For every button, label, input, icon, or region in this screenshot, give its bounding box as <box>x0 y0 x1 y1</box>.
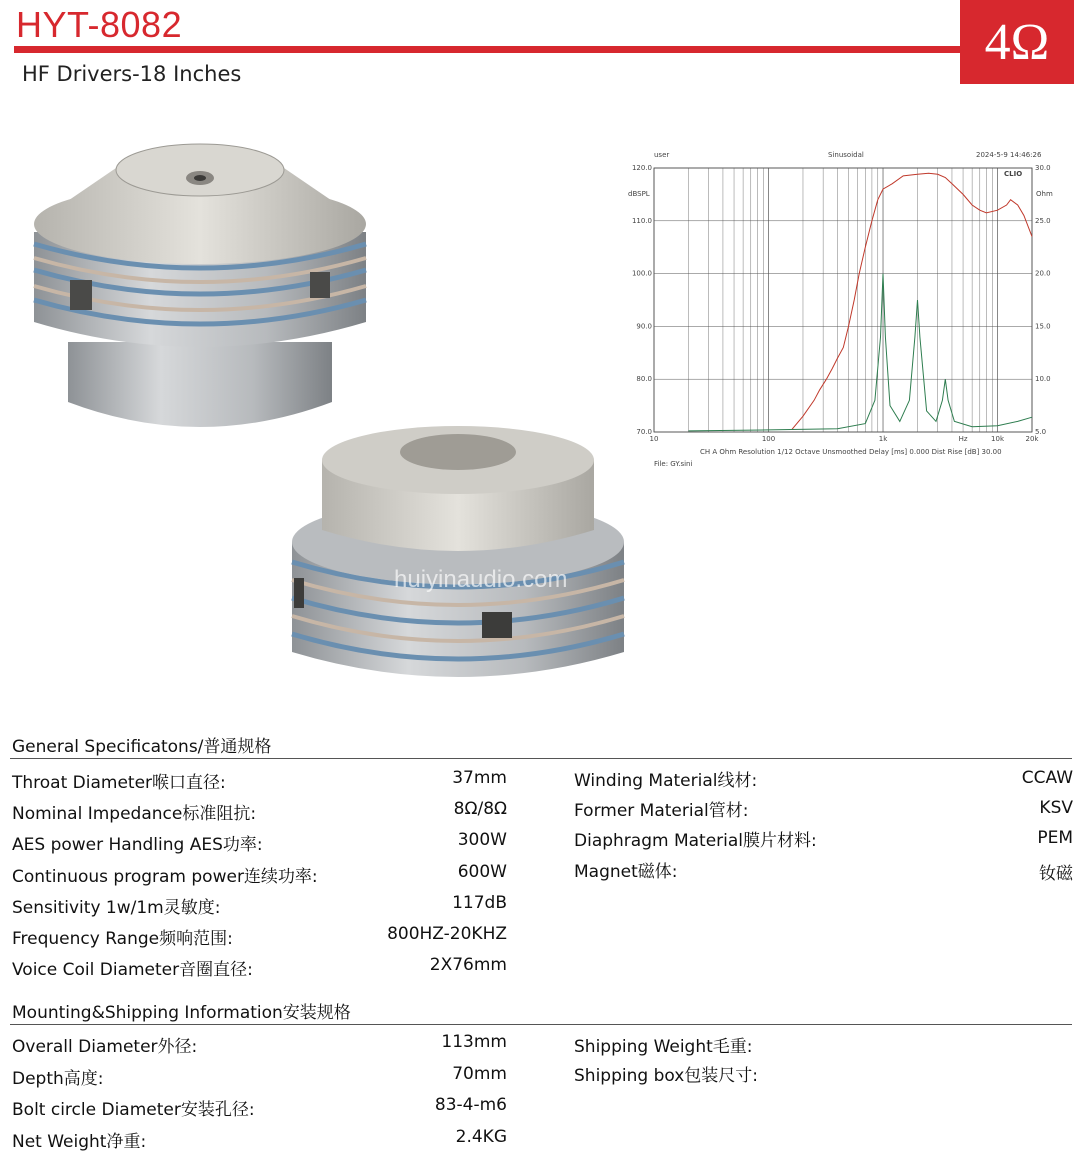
spec-label: Depth高度: <box>12 1068 104 1089</box>
y-left-tick: 110.0 <box>631 216 652 225</box>
product-title: HYT-8082 <box>16 4 183 45</box>
y-left-tick: 70.0 <box>636 428 652 436</box>
spec-value: 83-4-m6 <box>434 1095 507 1115</box>
general-spec-divider <box>10 758 1072 759</box>
y-left-tick: 90.0 <box>636 322 652 331</box>
spec-label: Continuous program power连续功率: <box>12 866 318 887</box>
spec-label: AES power Handling AES功率: <box>12 835 263 856</box>
y-right-tick: 20.0 <box>1035 269 1051 278</box>
graph-right-unit: Ohm <box>1036 190 1053 198</box>
graph-top-left: user <box>654 151 670 159</box>
spec-label: Sensitivity 1w/1m灵敏度: <box>12 897 221 918</box>
x-tick: 100 <box>761 435 776 443</box>
y-right-tick: 30.0 <box>1035 164 1051 172</box>
spec-value: 钕磁 <box>1039 863 1073 884</box>
impedance-curve <box>689 274 1033 431</box>
spec-value: 600W <box>457 861 507 882</box>
product-subtitle: HF Drivers-18 Inches <box>22 62 242 86</box>
graph-logo: CLIO <box>1004 170 1023 178</box>
x-tick: 20k <box>1025 435 1039 443</box>
spec-label: Shipping Weight毛重: <box>574 1037 753 1057</box>
y-left-tick: 80.0 <box>636 375 652 384</box>
y-right-tick: 25.0 <box>1035 216 1051 225</box>
spec-value: 2X76mm <box>429 955 507 976</box>
y-left-tick: 100.0 <box>631 269 652 278</box>
spec-label: Net Weight净重: <box>12 1131 147 1152</box>
spec-label: Frequency Range频响范围: <box>12 929 233 949</box>
spec-value: 300W <box>457 830 507 851</box>
spec-label: Throat Diameter喉口直径: <box>12 773 226 793</box>
graph-ticks <box>632 164 1051 443</box>
driver-image-top <box>20 132 380 442</box>
y-right-tick: 5.0 <box>1035 428 1047 436</box>
graph-footer: CH A Ohm Resolution 1/12 Octave Unsmoothed Delay [ms] 0.000 Dist Rise [dB] 30.00 <box>700 448 1002 456</box>
spec-label: Magnet磁体: <box>574 861 678 882</box>
spec-label: Diaphragm Material膜片材料: <box>574 831 817 852</box>
impedance-badge: 4Ω <box>960 0 1074 84</box>
general-spec-title: General Specificatons/普通规格 <box>12 737 272 757</box>
x-tick: 1k <box>878 435 888 443</box>
y-left-tick: 120.0 <box>631 164 652 172</box>
mounting-spec-divider <box>10 1024 1072 1025</box>
spec-label: Bolt circle Diameter安装孔径: <box>12 1100 255 1120</box>
spec-value: CCAW <box>1021 768 1073 788</box>
spec-label: Overall Diameter外径: <box>12 1037 198 1057</box>
spec-value: KSV <box>1039 798 1073 819</box>
spec-value: 70mm <box>452 1063 507 1084</box>
graph-file: File: GY.sini <box>654 460 693 468</box>
frequency-response-graph <box>620 148 1053 478</box>
y-right-tick: 10.0 <box>1035 375 1051 384</box>
graph-left-unit: dBSPL <box>628 190 650 198</box>
driver-image-bottom <box>282 412 634 692</box>
spec-value: 2.4KG <box>455 1126 507 1147</box>
mounting-spec-title: Mounting&Shipping Information安装规格 <box>12 1003 351 1023</box>
x-tick: 10k <box>991 435 1005 443</box>
spec-value: 113mm <box>441 1032 507 1052</box>
spec-value: 800HZ-20KHZ <box>387 924 507 944</box>
spec-value: 8Ω/8Ω <box>453 799 507 820</box>
graph-top-right: 2024-5-9 14:46:26 <box>976 151 1042 159</box>
spl-curve <box>792 173 1032 429</box>
spec-label: Former Material管材: <box>574 801 749 822</box>
x-tick: Hz <box>958 435 968 443</box>
header-divider <box>14 46 964 53</box>
spec-value: 37mm <box>452 768 507 788</box>
spec-label: Voice Coil Diameter音圈直径: <box>12 960 253 981</box>
y-right-tick: 15.0 <box>1035 322 1051 331</box>
spec-value: PEM <box>1037 828 1073 849</box>
spec-label: Winding Material线材: <box>574 771 758 791</box>
spec-label: Nominal Impedance标准阻抗: <box>12 804 257 825</box>
spec-label: Shipping box包装尺寸: <box>574 1066 759 1086</box>
graph-top-center: Sinusoidal <box>828 151 864 159</box>
x-tick: 10 <box>649 435 659 443</box>
watermark: huiyinaudio.com <box>394 566 568 593</box>
spec-value: 117dB <box>452 892 507 913</box>
